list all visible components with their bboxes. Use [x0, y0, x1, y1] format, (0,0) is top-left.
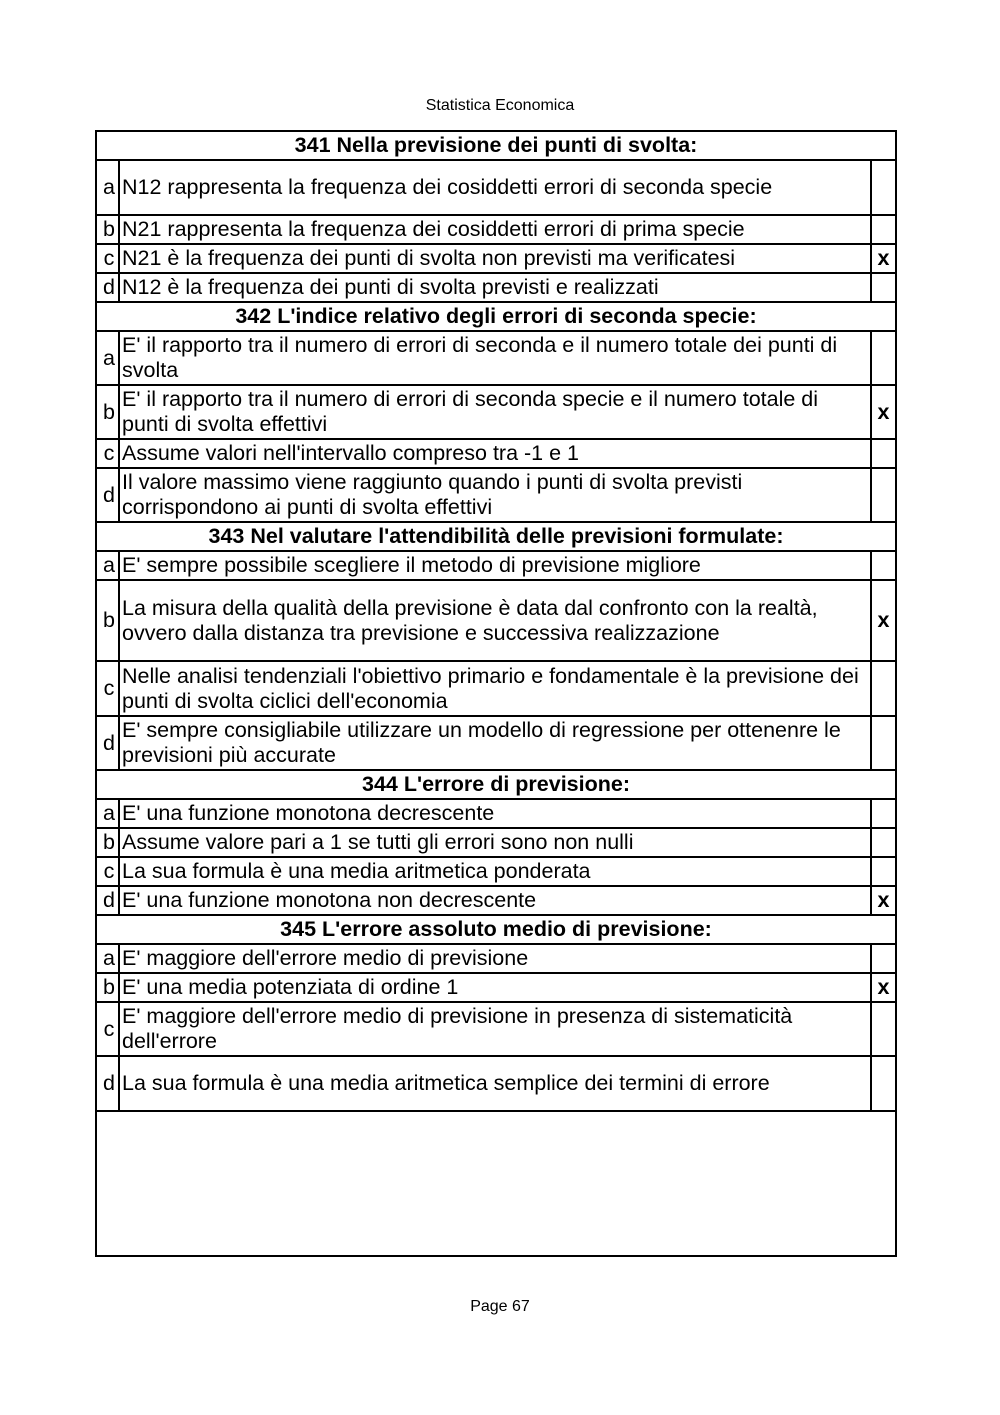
answer-row — [96, 857, 896, 886]
answer-letter: d — [96, 273, 119, 302]
answer-mark — [871, 661, 896, 716]
answer-text: N21 rappresenta la frequenza dei cosiddetti errori di prima specie — [119, 215, 871, 244]
page-header: Statistica Economica — [425, 97, 575, 114]
answer-mark — [871, 799, 896, 828]
answer-letter: c — [96, 244, 119, 273]
question-title: 345 L'errore assoluto medio di previsione: — [96, 915, 896, 944]
answer-mark: x — [871, 244, 896, 273]
answer-mark — [871, 331, 896, 385]
question-title: 343 Nel valutare l'attendibilità delle previsioni formulate: — [96, 522, 896, 551]
answer-text: Nelle analisi tendenziali l'obiettivo primario e fondamentale è la previsione dei punti di svolta ciclici dell'economia — [119, 661, 871, 716]
answer-text: E' sempre possibile scegliere il metodo di previsione migliore — [119, 551, 871, 580]
answer-mark — [871, 273, 896, 302]
answer-mark — [871, 857, 896, 886]
answer-letter: a — [96, 551, 119, 580]
question-row — [96, 915, 896, 944]
answer-text: La misura della qualità della previsione è data dal confronto con la realtà, ovvero dalla distanza tra previsione e successiva realizzazione — [119, 580, 871, 661]
answer-row — [96, 244, 896, 273]
answer-letter: a — [96, 331, 119, 385]
answer-mark: x — [871, 580, 896, 661]
answer-letter: d — [96, 1056, 119, 1111]
answer-letter: b — [96, 215, 119, 244]
answer-row — [96, 160, 896, 215]
answer-text: E' il rapporto tra il numero di errori di seconda e il numero totale dei punti di svolta — [119, 331, 871, 385]
answer-mark — [871, 1002, 896, 1056]
answer-text: E' una funzione monotona non decrescente — [119, 886, 871, 915]
answer-text: Il valore massimo viene raggiunto quando i punti di svolta previsti corrispondono ai punti di svolta effettivi — [119, 468, 871, 522]
answer-letter: a — [96, 160, 119, 215]
answer-text: N12 rappresenta la frequenza dei cosiddetti errori di seconda specie — [119, 160, 871, 215]
answer-mark: x — [871, 385, 896, 439]
question-row — [96, 302, 896, 331]
answer-letter: b — [96, 580, 119, 661]
answer-row — [96, 331, 896, 385]
answer-letter: c — [96, 1002, 119, 1056]
answer-row — [96, 828, 896, 857]
question-title: 342 L'indice relativo degli errori di seconda specie: — [96, 302, 896, 331]
answer-mark — [871, 944, 896, 973]
answer-row — [96, 385, 896, 439]
answer-row — [96, 716, 896, 770]
answer-text: E' sempre consigliabile utilizzare un modello di regressione per ottenenre le previsioni più accurate — [119, 716, 871, 770]
answer-text: La sua formula è una media aritmetica semplice dei termini di errore — [119, 1056, 871, 1111]
answer-mark: x — [871, 973, 896, 1002]
answer-text: Assume valore pari a 1 se tutti gli errori sono non nulli — [119, 828, 871, 857]
answer-letter: c — [96, 857, 119, 886]
answer-letter: b — [96, 828, 119, 857]
answer-letter: b — [96, 385, 119, 439]
question-title: 344 L'errore di previsione: — [96, 770, 896, 799]
quiz-table — [95, 130, 897, 1257]
answer-row — [96, 1002, 896, 1056]
answer-mark — [871, 1056, 896, 1111]
answer-row — [96, 215, 896, 244]
answer-mark — [871, 551, 896, 580]
answer-mark — [871, 828, 896, 857]
question-title: 341 Nella previsione dei punti di svolta: — [96, 131, 896, 160]
question-row — [96, 131, 896, 160]
answer-letter: c — [96, 439, 119, 468]
answer-letter: c — [96, 661, 119, 716]
question-row — [96, 522, 896, 551]
answer-row — [96, 468, 896, 522]
answer-row — [96, 973, 896, 1002]
answer-text: E' una media potenziata di ordine 1 — [119, 973, 871, 1002]
answer-row — [96, 273, 896, 302]
answer-text: N12 è la frequenza dei punti di svolta previsti e realizzati — [119, 273, 871, 302]
answer-letter: a — [96, 944, 119, 973]
answer-row — [96, 886, 896, 915]
answer-text: La sua formula è una media aritmetica ponderata — [119, 857, 871, 886]
answer-text: E' maggiore dell'errore medio di previsione in presenza di sistematicità dell'errore — [119, 1002, 871, 1056]
answer-letter: d — [96, 716, 119, 770]
answer-letter: b — [96, 973, 119, 1002]
answer-row — [96, 580, 896, 661]
answer-text: E' maggiore dell'errore medio di previsione — [119, 944, 871, 973]
answer-text: E' il rapporto tra il numero di errori di seconda specie e il numero totale di punti di svolta effettivi — [119, 385, 871, 439]
answer-mark — [871, 716, 896, 770]
answer-row — [96, 661, 896, 716]
empty-row — [96, 1111, 896, 1256]
answer-mark: x — [871, 886, 896, 915]
answer-mark — [871, 160, 896, 215]
answer-row — [96, 439, 896, 468]
answer-letter: d — [96, 468, 119, 522]
answer-letter: d — [96, 886, 119, 915]
question-row — [96, 770, 896, 799]
answer-row — [96, 1056, 896, 1111]
answer-row — [96, 944, 896, 973]
answer-row — [96, 551, 896, 580]
answer-text: E' una funzione monotona decrescente — [119, 799, 871, 828]
answer-letter: a — [96, 799, 119, 828]
answer-mark — [871, 215, 896, 244]
empty-cell — [96, 1111, 896, 1256]
answer-text: N21 è la frequenza dei punti di svolta non previsti ma verificatesi — [119, 244, 871, 273]
answer-mark — [871, 468, 896, 522]
answer-text: Assume valori nell'intervallo compreso tra -1 e 1 — [119, 439, 871, 468]
answer-row — [96, 799, 896, 828]
answer-mark — [871, 439, 896, 468]
page-number: Page 67 — [470, 1298, 530, 1315]
